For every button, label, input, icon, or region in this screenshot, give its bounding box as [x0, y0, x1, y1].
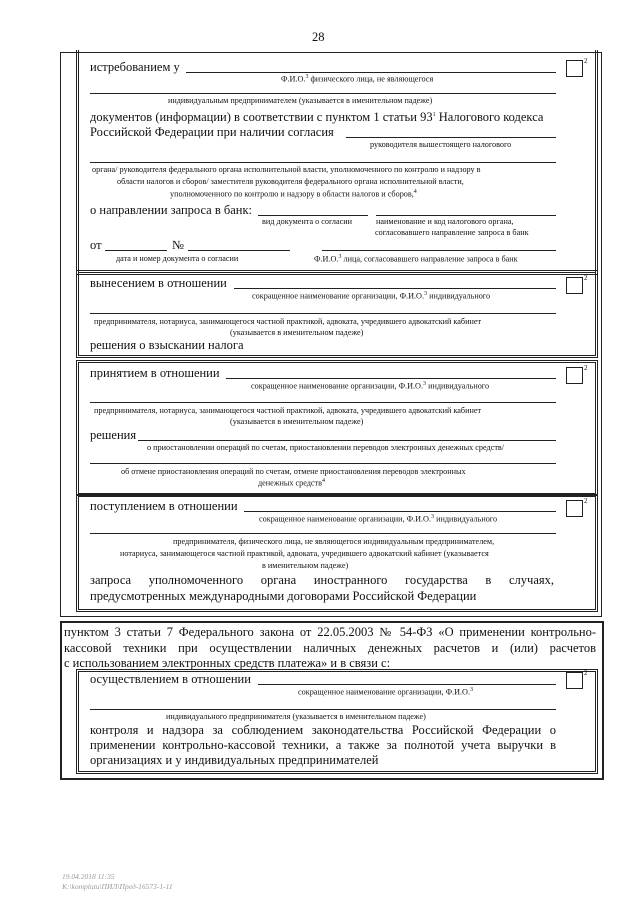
text-line: от	[90, 238, 102, 252]
decision-input-line-2[interactable]	[90, 463, 556, 464]
checkbox-request-documents[interactable]	[566, 60, 583, 77]
org-input-line-2[interactable]	[90, 313, 556, 314]
caption: предпринимателя, физического лица, не являющегося индивидуальным предпринимателем,	[173, 537, 495, 546]
fio-input-line[interactable]	[186, 72, 556, 73]
checkbox-collection-decision[interactable]	[566, 277, 583, 294]
org-input-line-2[interactable]	[90, 709, 556, 710]
text-line: решения о взыскании налога	[90, 338, 244, 352]
org-input-line-2[interactable]	[90, 402, 556, 403]
lead-text: осуществлением в отношении	[90, 672, 251, 686]
number-sign: №	[172, 238, 184, 252]
caption: сокращенное наименование организации, Ф.И.О.$^3$ индивидуального	[259, 514, 498, 524]
text-line: предусмотренных международными договорами Российской Федерации	[90, 589, 477, 603]
text-line: пунктом 3 статьи 7 Федерального закона от 22.05.2003 № 54-ФЗ «О применении контрольно-	[64, 625, 596, 639]
caption: денежных средств$^4$	[258, 478, 325, 488]
approver-fio-input[interactable]	[322, 250, 556, 251]
text-line: о направлении запроса в банк:	[90, 203, 253, 217]
org-input-line-2[interactable]	[90, 533, 556, 534]
caption: вид документа о согласии	[262, 217, 353, 226]
caption: уполномоченного по контролю и надзору в области налогов и сборов,$^4$	[170, 189, 417, 199]
lead-text: истребованием у	[90, 60, 180, 74]
text-line: применении контрольно-кассовой техники, а также за полнотой учета выручки в	[90, 738, 556, 752]
text-line: Российской Федерации при наличии согласия	[90, 125, 334, 139]
caption: области налогов и сборов/ заместителя руководителя федерального органа исполнительной власти,	[117, 177, 464, 186]
text-line: кассовой техники при осуществлении наличных денежных расчетов и (или) расчетов	[64, 641, 596, 655]
checkbox-foreign-request[interactable]	[566, 500, 583, 517]
caption: сокращенное наименование организации, Ф.И.О.$^3$ индивидуального	[251, 381, 490, 391]
fio-input-line-2[interactable]	[90, 93, 556, 94]
caption: индивидуальным предпринимателем (указывается в именительном падеже)	[168, 96, 433, 105]
caption: руководителя вышестоящего налогового	[370, 140, 512, 149]
caption: согласовавшего направление запроса в банк	[375, 228, 529, 237]
org-input-line[interactable]	[226, 378, 556, 379]
caption: сокращенное наименование организации, Ф.И.О.$^3$	[298, 687, 474, 697]
caption: (указывается в именительном падеже)	[230, 417, 364, 426]
caption: нотариуса, занимающегося частной практикой, адвоката, учредившего адвокатский кабинет (указывается	[120, 549, 489, 558]
caption: о приостановлении операций по счетам, приостановлении переводов электронных денежных средств/	[147, 443, 505, 452]
doc-number-input[interactable]	[188, 250, 290, 251]
caption: предпринимателя, нотариуса, занимающегося частной практикой, адвоката, учредившего адвокатский кабинет	[94, 406, 482, 415]
org-input-line[interactable]	[234, 288, 556, 289]
consent-input-line-2[interactable]	[90, 162, 556, 163]
footnote-ref: 2	[584, 364, 588, 372]
consent-input-line[interactable]	[346, 137, 556, 138]
caption: дата и номер документа о согласии	[116, 254, 239, 263]
doc-type-input[interactable]	[258, 215, 368, 216]
org-input-line[interactable]	[244, 511, 556, 512]
caption: индивидуального предпринимателя (указывается в именительном падеже)	[166, 712, 426, 721]
caption: Ф.И.О.$^3$ физического лица, не являющегося	[281, 74, 434, 84]
caption: (указывается в именительном падеже)	[230, 328, 364, 337]
footnote-ref: 2	[584, 669, 588, 677]
checkbox-cash-control[interactable]	[566, 672, 583, 689]
lead-text: поступлением в отношении	[90, 499, 238, 513]
caption: Ф.И.О.$^3$ лица, согласовавшего направление запроса в банк	[314, 254, 518, 264]
text-line: документов (информации) в соответствии с пунктом 1 статьи $93^1$ Налогового кодекса	[90, 110, 544, 124]
checkbox-suspension-decision[interactable]	[566, 367, 583, 384]
caption: наименование и код налогового органа,	[376, 217, 514, 226]
caption: сокращенное наименование организации, Ф.И.О.$^3$ индивидуального	[252, 291, 491, 301]
caption: органа/ руководителя федерального органа исполнительной власти, уполномоченного по контролю и надзору в	[92, 165, 481, 174]
footer-path: К:\komplutu\ПИЛ\Пред-16573-1-11	[62, 882, 173, 891]
text-line: контроля и надзора за соблюдением законодательства Российской Федерации о	[90, 723, 556, 737]
page-number: 28	[312, 30, 325, 44]
text-line: организациях и у индивидуальных предпринимателей	[90, 753, 379, 767]
org-input-line[interactable]	[258, 684, 556, 685]
footer-date: 19.04.2018 11:35	[62, 872, 115, 881]
text-line: запроса уполномоченного органа иностранного государства в случаях,	[90, 573, 554, 587]
decision-input-line[interactable]	[138, 440, 556, 441]
caption: об отмене приостановления операций по счетам, отмене приостановления переводов электронных	[121, 467, 466, 476]
footnote-ref: 2	[584, 57, 588, 65]
lead-text: принятием в отношении	[90, 366, 220, 380]
text-line: решения	[90, 428, 137, 442]
footnote-ref: 2	[584, 497, 588, 505]
date-input[interactable]	[105, 250, 167, 251]
footnote-ref: 2	[584, 274, 588, 282]
caption: предпринимателя, нотариуса, занимающегося частной практикой, адвоката, учредившего адвокатский кабинет	[94, 317, 482, 326]
text-line: с использованием электронных средств платежа» и в связи с:	[64, 656, 391, 670]
lead-text: вынесением в отношении	[90, 276, 227, 290]
caption: в именительном падеже)	[262, 561, 349, 570]
tax-authority-input[interactable]	[376, 215, 556, 216]
